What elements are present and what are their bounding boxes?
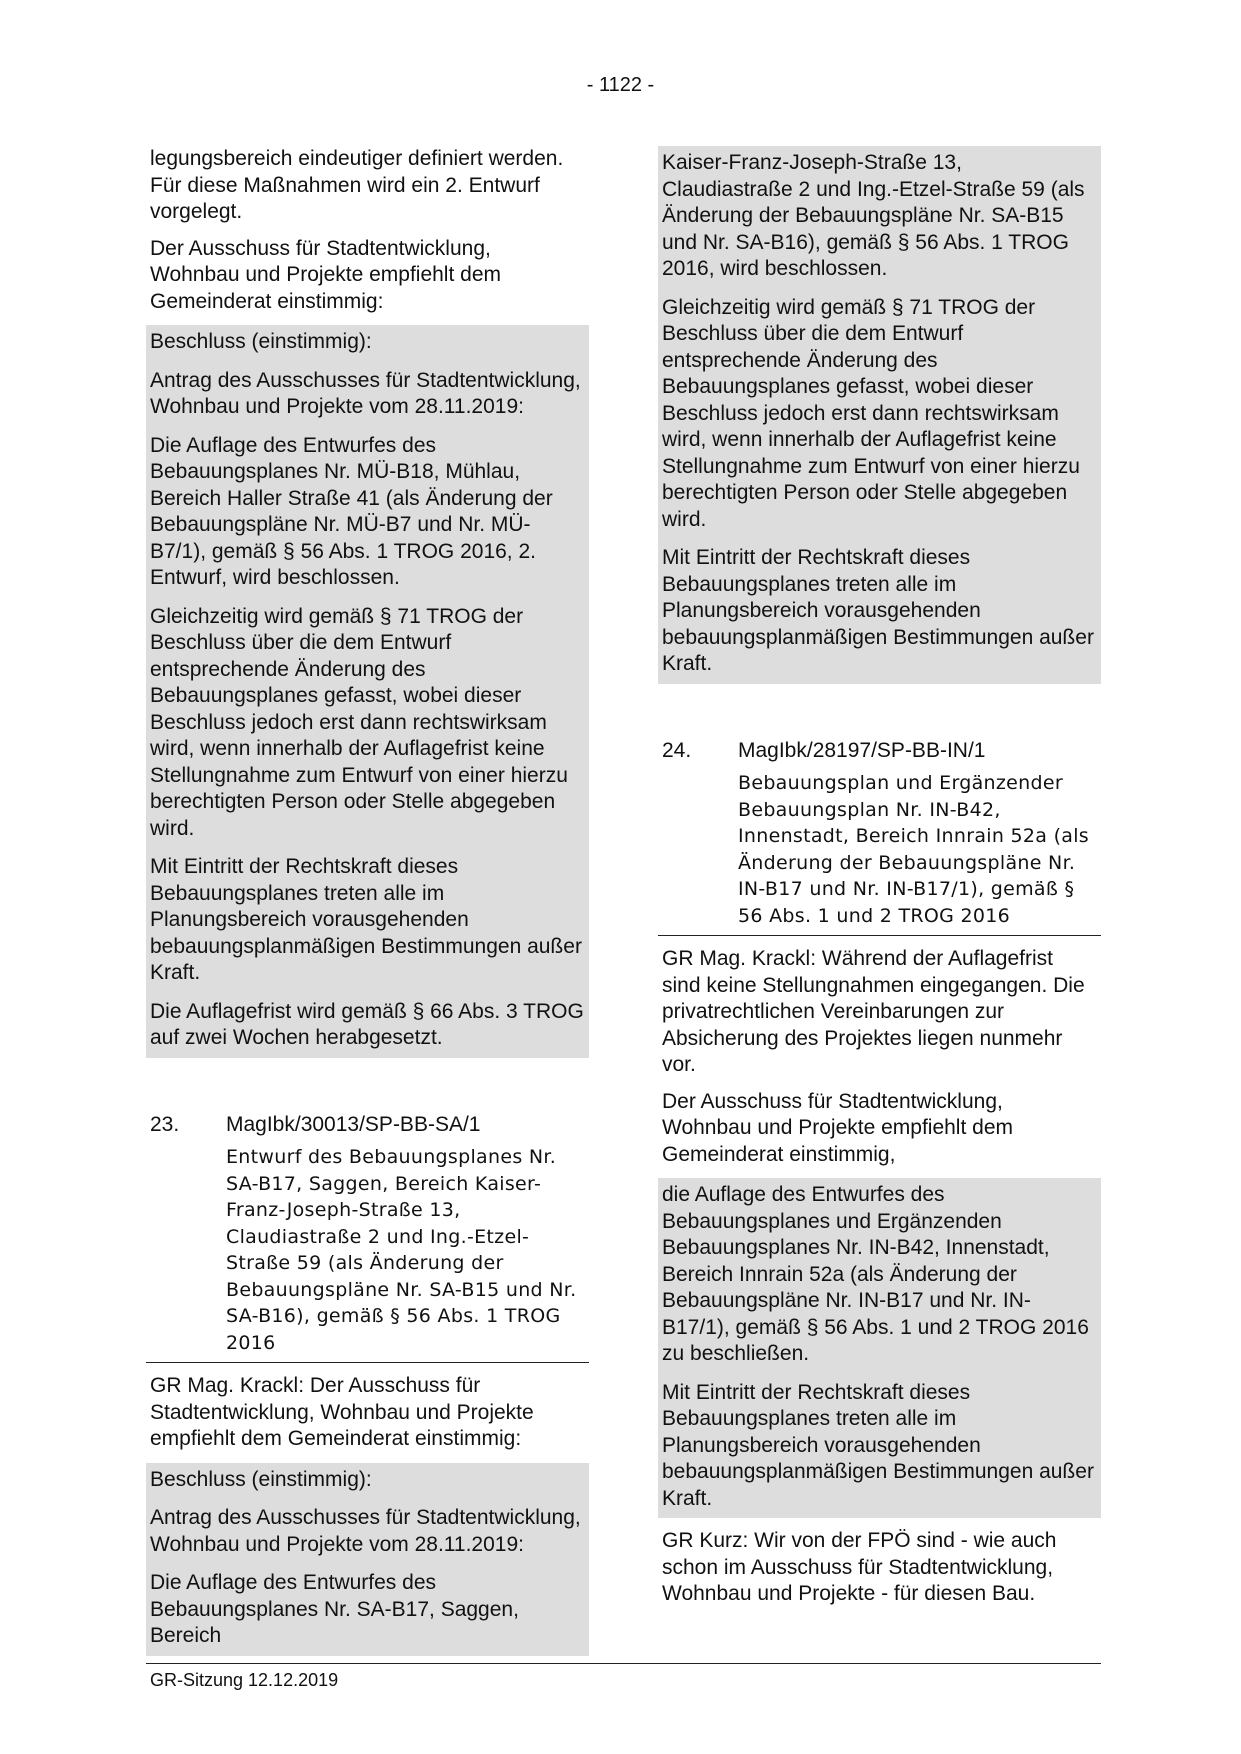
footer-session-date: GR-Sitzung 12.12.2019 <box>150 1670 339 1690</box>
resolution-text: Die Auflage des Entwurfes des Bebauungsplanes Nr. SA-B17, Saggen, Bereich <box>150 1571 519 1647</box>
agenda-item-24 <box>658 738 1101 930</box>
resolution-text: Die Auflagefrist wird gemäß § 66 Abs. 3 TROG auf zwei Wochen herabgesetzt. <box>150 999 584 1049</box>
motion-text: Antrag des Ausschusses für Stadtentwicklung, Wohnbau und Projekte vom 28.11.2019: <box>150 1506 581 1556</box>
resolution-heading: Beschluss (einstimmig): <box>150 330 372 353</box>
intro-paragraph: legungsbereich eindeutiger definiert werden. Für diese Maßnahmen wird ein 2. Entwurf vorgelegt. <box>150 147 564 223</box>
right-column <box>658 146 1101 1618</box>
item-number: 24. <box>662 738 692 762</box>
committee-recommendation: Der Ausschuss für Stadtentwicklung, Wohnbau und Projekte empfiehlt dem Gemeinderat einstimmig, <box>662 1089 1013 1166</box>
resolution-box <box>146 325 589 1058</box>
footer-divider <box>146 1663 1101 1664</box>
left-column <box>146 146 589 1666</box>
committee-recommendation: Der Ausschuss für Stadtentwicklung, Wohnbau und Projekte empfiehlt dem Gemeinderat einstimmig: <box>150 236 501 313</box>
item-title: Bebauungsplan und Ergänzender Bebauungsplan Nr. IN-B42, Innenstadt, Bereich Innrain 52a (als Änderung der Bebauungspläne Nr. IN-B17 und Nr. IN-B17/1), gemäß § 56 Abs. 1 und 2 TROG 2016 <box>738 772 1090 927</box>
resolution-text: Die Auflage des Entwurfes des Bebauungsplanes Nr. MÜ-B18, Mühlau, Bereich Haller Straße 41 (als Änderung der Bebauungspläne Nr. MÜ-B7 und Nr. MÜ-B7/1), gemäß § 56 Abs. 1 TROG 2016, 2. Entwurf, wird beschlossen. <box>150 433 553 589</box>
resolution-text: Mit Eintritt der Rechtskraft dieses Bebauungsplanes treten alle im Planungsbereich vorausgehenden bebauungsplanmäßigen Bestimmungen außer Kraft. <box>662 546 1094 675</box>
resolution-text: die Auflage des Entwurfes des Bebauungsplanes und Ergänzenden Bebauungsplanes Nr. IN-B42, Innenstadt, Bereich Innrain 52a (als Änderung der Bebauungspläne Nr. IN-B17 und Nr. IN-B17/1), gemäß § 56 Abs. 1 und 2 TROG 2016 zu beschließen. <box>662 1183 1089 1365</box>
item-title: Entwurf des Bebauungsplanes Nr. SA-B17, Saggen, Bereich Kaiser-Franz-Joseph-Straße 13, Claudiastraße 2 und Ing.-Etzel-Straße 59 (als Änderung der Bebauungspläne Nr. SA-B15 und Nr. SA-B16), gemäß § 56 Abs. 1 TROG 2016 <box>226 1146 577 1354</box>
resolution-box <box>658 1178 1101 1518</box>
item-reference: MagIbk/30013/SP-BB-SA/1 <box>226 1112 481 1136</box>
resolution-text: Mit Eintritt der Rechtskraft dieses Bebauungsplanes treten alle im Planungsbereich vorausgehenden bebauungsplanmäßigen Bestimmungen außer Kraft. <box>662 1380 1094 1510</box>
resolution-heading: Beschluss (einstimmig): <box>150 1467 372 1491</box>
resolution-text: Gleichzeitig wird gemäß § 71 TROG der Beschluss über die dem Entwurf entsprechende Änderung des Bebauungsplanes gefasst, wobei dieser Beschluss jedoch erst dann rechtswirksam wird, wenn innerhalb der Auflagefrist keine Stellungnahme zum Entwurf von einer hierzu berechtigten Person oder Stelle abgegeben wird. <box>662 295 1080 531</box>
divider <box>658 935 1101 936</box>
resolution-text: Mit Eintritt der Rechtskraft dieses Bebauungsplanes treten alle im Planungsbereich vorausgehenden bebauungsplanmäßigen Bestimmungen außer Kraft. <box>150 855 582 984</box>
divider <box>146 1362 589 1363</box>
resolution-text: Gleichzeitig wird gemäß § 71 TROG der Beschluss über die dem Entwurf entsprechende Änderung des Bebauungsplanes gefasst, wobei dieser Beschluss jedoch erst dann rechtswirksam wird, wenn innerhalb der Auflagefrist keine Stellungnahme zum Entwurf von einer hierzu berechtigten Person oder Stelle abgegeben wird. <box>150 604 568 840</box>
speaker-statement: GR Mag. Krackl: Während der Auflagefrist sind keine Stellungnahmen eingegangen. Die privatrechtlichen Vereinbarungen zur Absicherung des Projektes liegen nunmehr vor. <box>662 947 1085 1076</box>
resolution-box <box>146 1463 589 1656</box>
resolution-text: Kaiser-Franz-Joseph-Straße 13, Claudiastraße 2 und Ing.-Etzel-Straße 59 (als Änderung der Bebauungspläne Nr. SA-B15 und Nr. SA-B16), gemäß § 56 Abs. 1 TROG 2016, wird beschlossen. <box>662 151 1085 280</box>
motion-text: Antrag des Ausschusses für Stadtentwicklung, Wohnbau und Projekte vom 28.11.2019: <box>150 368 581 418</box>
page-number: - 1122 - <box>586 74 655 96</box>
agenda-item-23 <box>146 1112 589 1357</box>
speaker-statement: GR Mag. Krackl: Der Ausschuss für Stadtentwicklung, Wohnbau und Projekte empfiehlt dem Gemeinderat einstimmig: <box>150 1374 534 1450</box>
speaker-statement: GR Kurz: Wir von der FPÖ sind - wie auch schon im Ausschuss für Stadtentwicklung, Wohnbau und Projekte - für diesen Bau. <box>662 1529 1057 1605</box>
resolution-box <box>658 146 1101 684</box>
item-number: 23. <box>150 1112 180 1136</box>
item-reference: MagIbk/28197/SP-BB-IN/1 <box>738 738 986 762</box>
